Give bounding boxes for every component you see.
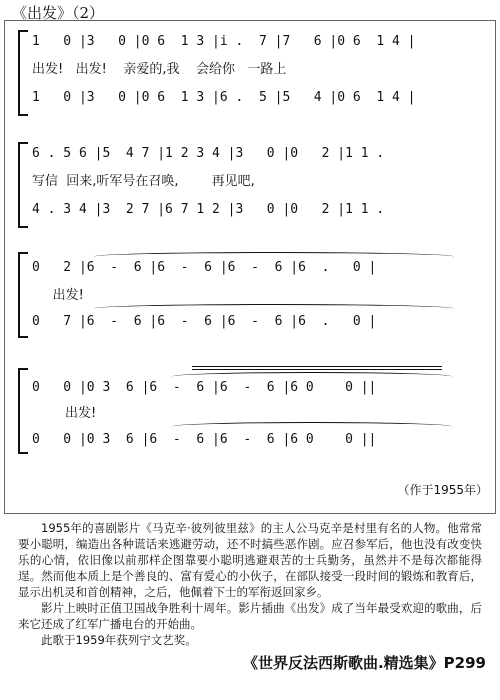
lyric-line: 写信 回来,听军号在召唤, 再见吧,	[32, 174, 255, 189]
lyric-line: 出发!	[32, 288, 84, 303]
lower-staff: 0 7 |6 - 6 |6 - 6 |6 - 6 |6 . 0 |	[32, 314, 377, 329]
notes-paragraph-3: 此歌于1959年获列宁文艺奖。	[41, 633, 197, 647]
score-frame	[4, 20, 496, 514]
notes-paragraph-1: 1955年的喜剧影片《马克辛·彼列彼里兹》的主人公马克辛是村里有名的人物。他常常要小聪明，编造出各种谎话来逃避劳动，还不时搞些恶作剧。应召参军后，他也没有改变快乐的心情，依旧像以前那样企图靠要小聪明逃避艰苦的士兵勤务，虽然并不是每次都能得逞。然而他本质上是个善良的、富有爱心的小伙子，在部队接受一段时间的锻炼和教育后，显示出机灵和首创精神，之后，他佩着下士的军衔返回家乡。	[18, 521, 482, 599]
lower-staff: 1 0 |3 0 |0 6 1 3 |6 . 5 |5 4 |0 6 1 4 |	[32, 90, 416, 105]
upper-staff: 0 2 |6 - 6 |6 - 6 |6 - 6 |6 . 0 |	[32, 260, 377, 275]
upper-staff: 0 0 |0 3 6 |6 - 6 |6 - 6 |6 0 0 ||	[32, 380, 377, 395]
song-notes	[18, 520, 482, 648]
notes-paragraph-2: 影片上映时正值卫国战争胜利十周年。影片插曲《出发》成了当年最受欢迎的歌曲，后来它还成了红军广播电台的开始曲。	[18, 601, 482, 631]
song-title: 《出发》（2）	[12, 4, 105, 22]
lower-staff: 4 . 3 4 |3 2 7 |6 7 1 2 |3 0 |0 2 |1 1 .	[32, 202, 408, 217]
lyric-line: 出发! 出发! 亲爱的,我 会给你 一路上	[32, 62, 287, 77]
upper-staff: 6 . 5 6 |5 4 7 |1 2 3 4 |3 0 |0 2 |1 1 .	[32, 146, 408, 161]
composition-date: （作于1955年）	[397, 483, 488, 497]
source-citation: 《世界反法西斯歌曲.精选集》P299	[242, 654, 486, 672]
lower-staff: 0 0 |0 3 6 |6 - 6 |6 - 6 |6 0 0 ||	[32, 432, 377, 447]
upper-staff: 1 0 |3 0 |0 6 1 3 |i . 7 |7 6 |0 6 1 4 |	[32, 34, 416, 49]
lyric-line: 出发!	[32, 406, 97, 421]
